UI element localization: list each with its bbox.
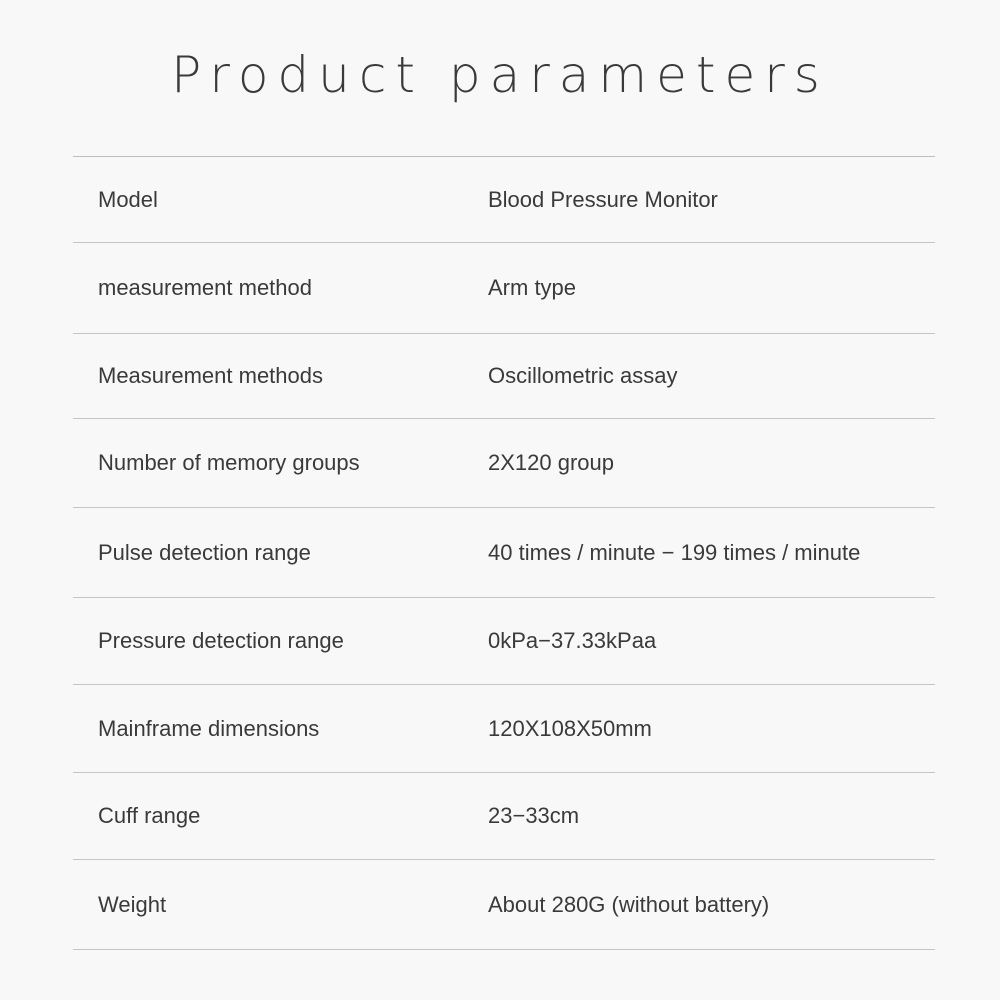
parameter-label: Measurement methods — [98, 363, 323, 388]
parameter-label: Pulse detection range — [98, 539, 311, 565]
parameter-value: About 280G (without battery) — [488, 891, 770, 917]
parameter-label: Pressure detection range — [98, 628, 344, 653]
table-row — [73, 685, 935, 773]
table-row — [73, 508, 935, 598]
parameter-label: measurement method — [98, 275, 312, 300]
parameter-value: 2X120 group — [488, 450, 614, 475]
table-row — [73, 157, 935, 243]
table-row — [73, 243, 935, 334]
parameter-label: Number of memory groups — [98, 450, 360, 475]
table-row — [73, 598, 935, 685]
table-row — [73, 419, 935, 508]
parameter-value: 40 times / minute − 199 times / minute — [488, 539, 861, 565]
parameter-label: Weight — [98, 891, 167, 917]
page-title: Product parameters — [171, 46, 829, 104]
table-row — [73, 860, 935, 950]
table-row — [73, 773, 935, 860]
parameter-label: Model — [98, 186, 158, 212]
parameter-label: Cuff range — [98, 803, 201, 828]
parameters-table — [73, 156, 935, 950]
parameter-value: 23−33cm — [488, 803, 580, 828]
parameter-value: 0kPa−37.33kPaa — [488, 628, 657, 653]
parameter-value: Arm type — [488, 275, 577, 300]
parameter-label: Mainframe dimensions — [98, 715, 320, 741]
parameter-value: 120X108X50mm — [488, 715, 652, 741]
parameter-value: Oscillometric assay — [488, 363, 678, 388]
table-row — [73, 334, 935, 419]
parameter-value: Blood Pressure Monitor — [488, 186, 718, 212]
